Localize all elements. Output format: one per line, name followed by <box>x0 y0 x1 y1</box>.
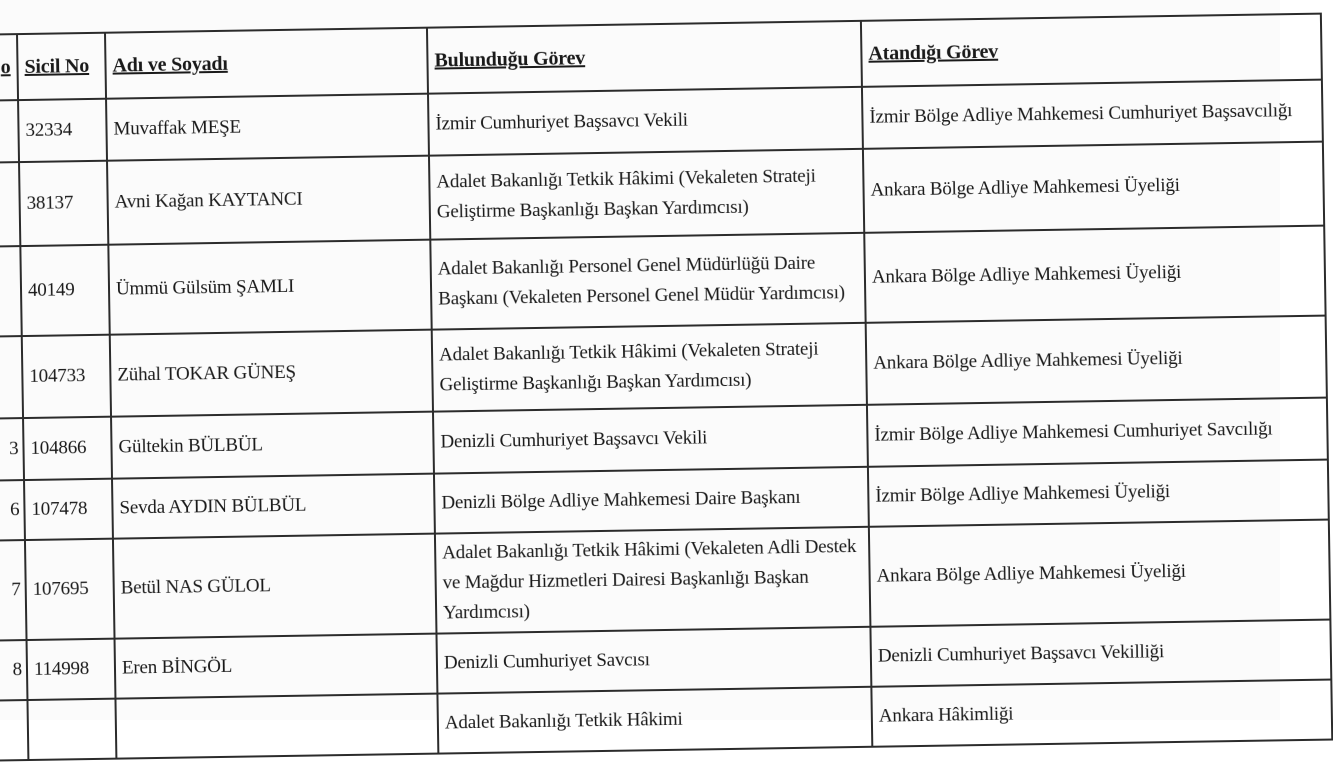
row-assigned-position: İzmir Bölge Adliye Mahkemesi Üyeliği <box>868 460 1329 527</box>
row-no <box>0 162 20 247</box>
row-no <box>0 700 28 761</box>
row-assigned-position: Ankara Bölge Adliye Mahkemesi Üyeliği <box>869 520 1331 627</box>
row-assigned-position: Ankara Hâkimliği <box>871 680 1332 747</box>
row-name: Ümmü Gülsüm ŞAMLI <box>108 240 431 335</box>
row-assigned-position: Ankara Bölge Adliye Mahkemesi Üyeliği <box>866 316 1327 405</box>
row-sicil-no <box>27 699 116 760</box>
row-assigned-position: Ankara Bölge Adliye Mahkemesi Üyeliği <box>863 142 1324 233</box>
header-name: Adı ve Soyadı <box>105 28 428 99</box>
appointments-table <box>0 13 1333 762</box>
row-no <box>0 100 19 163</box>
row-sicil-no: 32334 <box>18 99 107 162</box>
row-current-position: Denizli Bölge Adliye Mahkemesi Daire Başkanı <box>434 467 869 534</box>
row-sicil-no: 107695 <box>25 539 115 640</box>
row-sicil-no: 104733 <box>22 335 111 418</box>
row-sicil-no: 40149 <box>20 245 109 336</box>
row-name: Sevda AYDIN BÜLBÜL <box>112 474 435 539</box>
row-sicil-no: 104866 <box>23 417 112 480</box>
row-no: 3 <box>0 418 24 481</box>
row-name: Zühal TOKAR GÜNEŞ <box>110 330 433 417</box>
row-no: 8 <box>0 640 27 701</box>
row-name: Betül NAS GÜLOL <box>113 534 437 639</box>
row-name: Eren BİNGÖL <box>115 634 438 699</box>
row-current-position: Adalet Bakanlığı Personel Genel Müdürlüğü Daire Başkanı (Vekaleten Personel Genel Müdür Yardımcısı) <box>430 233 865 330</box>
row-current-position: Adalet Bakanlığı Tetkik Hâkimi <box>437 687 872 754</box>
document-sheet <box>0 13 1331 762</box>
row-no: 7 <box>0 540 27 641</box>
row-no <box>0 336 23 419</box>
row-current-position: Adalet Bakanlığı Tetkik Hâkimi (Vekaleten Strateji Geliştirme Başkanlığı Başkan Yardımcısı) <box>429 149 864 240</box>
row-current-position: Denizli Cumhuriyet Başsavcı Vekili <box>433 405 868 474</box>
row-assigned-position: Denizli Cumhuriyet Başsavcı Vekilliği <box>870 620 1331 687</box>
row-current-position: İzmir Cumhuriyet Başsavcı Vekili <box>428 87 863 156</box>
row-name <box>115 694 438 759</box>
row-current-position: Adalet Bakanlığı Tetkik Hâkimi (Vekaleten Strateji Geliştirme Başkanlığı Başkan Yardımcısı) <box>432 323 867 412</box>
row-name: Muvaffak MEŞE <box>106 94 429 161</box>
row-sicil-no: 38137 <box>19 161 108 246</box>
row-current-position: Denizli Cumhuriyet Savcısı <box>436 627 871 694</box>
row-current-position: Adalet Bakanlığı Tetkik Hâkimi (Vekaleten Adli Destek ve Mağdur Hizmetleri Dairesi Başkanlığı Başkan Yardımcısı) <box>435 527 871 634</box>
row-no: 6 <box>0 480 25 541</box>
row-assigned-position: İzmir Bölge Adliye Mahkemesi Cumhuriyet Başsavcılığı <box>862 80 1323 149</box>
header-sicil-no: Sicil No <box>17 33 106 100</box>
row-assigned-position: Ankara Bölge Adliye Mahkemesi Üyeliği <box>864 226 1325 323</box>
row-no <box>0 246 22 337</box>
row-sicil-no: 114998 <box>27 639 116 700</box>
header-no: o <box>0 34 18 101</box>
row-name: Gültekin BÜLBÜL <box>111 412 434 479</box>
header-assigned-position: Atandığı Görev <box>861 14 1322 87</box>
row-name: Avni Kağan KAYTANCI <box>107 156 430 245</box>
header-current-position: Bulunduğu Görev <box>427 21 862 94</box>
row-assigned-position: İzmir Bölge Adliye Mahkemesi Cumhuriyet Savcılığı <box>867 398 1328 467</box>
row-sicil-no: 107478 <box>24 479 113 540</box>
